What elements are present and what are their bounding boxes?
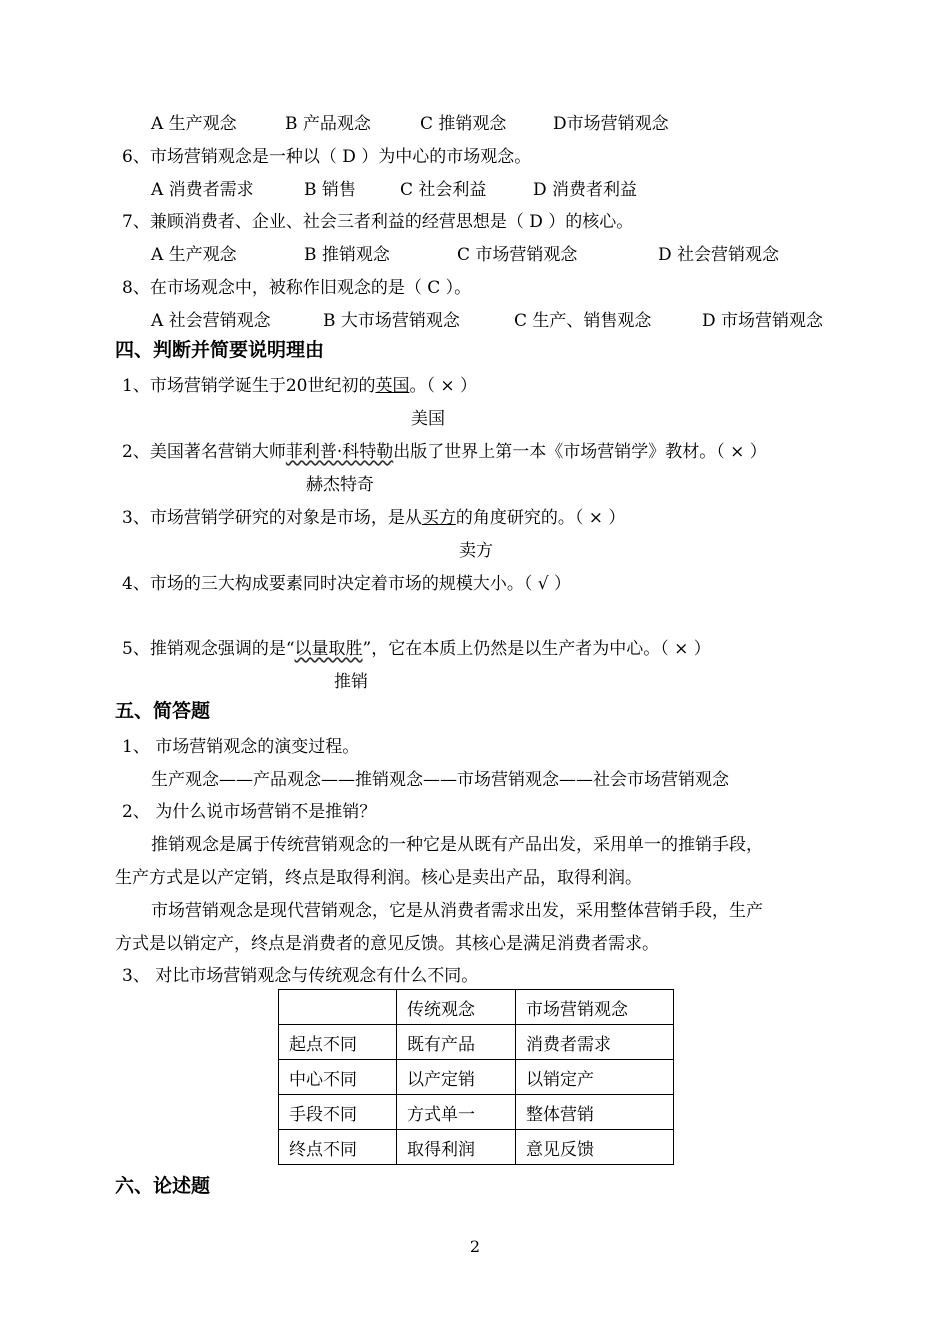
table-header-cell: 市场营销观念 <box>516 990 674 1025</box>
option: B 销售 <box>304 180 356 200</box>
table-header-row <box>279 990 674 1025</box>
option: C 生产、销售观念 <box>514 311 652 331</box>
item-verdict: ”，它在本质上仍然是以生产者为中心。（ × ） <box>362 639 711 659</box>
q8-options <box>151 310 823 332</box>
table-cell: 手段不同 <box>279 1095 397 1130</box>
item-text: 5、推销观念强调的是“ <box>122 639 295 659</box>
option: D市场营销观念 <box>553 114 669 134</box>
table-cell: 以产定销 <box>397 1060 516 1095</box>
sa-answer-1: 生产观念——产品观念——推销观念——市场营销观念——社会市场营销观念 <box>151 770 729 790</box>
sa-question-1: 1、 市场营销观念的演变过程。 <box>122 737 360 757</box>
option: A 生产观念 <box>151 245 237 265</box>
correction-3: 卖方 <box>459 541 493 561</box>
table-cell: 意见反馈 <box>516 1130 674 1165</box>
table-row <box>279 1130 674 1165</box>
sa-answer-2-line: 方式是以销定产，终点是消费者的意见反馈。其核心是满足消费者需求。 <box>115 934 659 954</box>
sa-question-2: 2、 为什么说市场营销不是推销？ <box>122 802 377 822</box>
q7-options <box>151 244 779 266</box>
judge-item-1 <box>122 375 477 397</box>
page-number: 2 <box>469 1237 481 1256</box>
marked-error: 英国 <box>375 376 410 396</box>
item-text: 3、市场营销学研究的对象是市场，是从 <box>122 508 422 528</box>
sa-answer-2-line: 生产方式是以产定销，终点是取得利润。核心是卖出产品，取得利润。 <box>115 868 642 888</box>
question-8: 8、在市场观念中，被称作旧观念的是（ C ）。 <box>122 278 472 298</box>
sa-answer-2-line: 市场营销观念是现代营销观念，它是从消费者需求出发，采用整体营销手段，生产 <box>151 901 763 921</box>
table-cell: 消费者需求 <box>516 1025 674 1060</box>
table-cell: 起点不同 <box>279 1025 397 1060</box>
table-row <box>279 1060 674 1095</box>
table-header-cell: 传统观念 <box>397 990 516 1025</box>
correction-2: 赫杰特奇 <box>306 475 374 495</box>
judge-item-3 <box>122 507 625 529</box>
table-cell: 方式单一 <box>397 1095 516 1130</box>
table-cell: 中心不同 <box>279 1060 397 1095</box>
option: B 推销观念 <box>304 245 390 265</box>
section-5-title: 五、简答题 <box>115 700 211 722</box>
option: D 社会营销观念 <box>658 245 780 265</box>
question-6: 6、市场营销观念是一种以（ D ）为中心的市场观念。 <box>122 147 532 167</box>
correction-5: 推销 <box>334 672 368 692</box>
option: B 产品观念 <box>285 114 371 134</box>
sa-answer-2-line: 推销观念是属于传统营销观念的一种它是从既有产品出发，采用单一的推销手段， <box>151 835 763 855</box>
section-6-title: 六、论述题 <box>115 1175 211 1197</box>
table-cell: 以销定产 <box>516 1060 674 1095</box>
table-cell: 取得利润 <box>397 1130 516 1165</box>
comparison-table <box>278 989 674 1165</box>
option: C 市场营销观念 <box>457 245 578 265</box>
item-verdict: 出版了世界上第一本《市场营销学》教材。（ × ） <box>393 442 767 462</box>
correction-1: 美国 <box>411 409 445 429</box>
table-cell: 整体营销 <box>516 1095 674 1130</box>
table-cell: 终点不同 <box>279 1130 397 1165</box>
table-row <box>279 1025 674 1060</box>
option: D 市场营销观念 <box>702 311 824 331</box>
sa-question-3: 3、 对比市场营销观念与传统观念有什么不同。 <box>122 966 479 986</box>
section-4-title: 四、判断并简要说明理由 <box>115 339 325 361</box>
option: A 消费者需求 <box>151 180 254 200</box>
option: D 消费者利益 <box>533 180 638 200</box>
option: A 生产观念 <box>151 114 237 134</box>
table-cell <box>279 990 397 1025</box>
option: C 推销观念 <box>420 114 507 134</box>
marked-error: 菲利普·科特勒 <box>285 442 394 462</box>
question-7: 7、兼顾消费者、企业、社会三者利益的经营思想是（ D ）的核心。 <box>122 212 634 232</box>
q5-options <box>151 113 669 135</box>
option: C 社会利益 <box>400 180 487 200</box>
item-verdict: 。（ × ） <box>409 376 478 396</box>
option: A 社会营销观念 <box>151 311 271 331</box>
judge-item-2 <box>122 441 767 463</box>
marked-error: 以量取胜 <box>294 639 363 659</box>
table-cell: 既有产品 <box>397 1025 516 1060</box>
judge-item-5 <box>122 638 711 660</box>
item-text: 2、美国著名营销大师 <box>122 442 286 462</box>
judge-item-4: 4、市场的三大构成要素同时决定着市场的规模大小。（ √ ） <box>122 574 571 594</box>
marked-error: 买方 <box>421 508 456 528</box>
table-row <box>279 1095 674 1130</box>
option: B 大市场营销观念 <box>323 311 460 331</box>
item-text: 1、市场营销学诞生于20世纪初的 <box>122 376 376 396</box>
item-verdict: 的角度研究的。（ × ） <box>455 508 626 528</box>
q6-options <box>151 179 637 201</box>
